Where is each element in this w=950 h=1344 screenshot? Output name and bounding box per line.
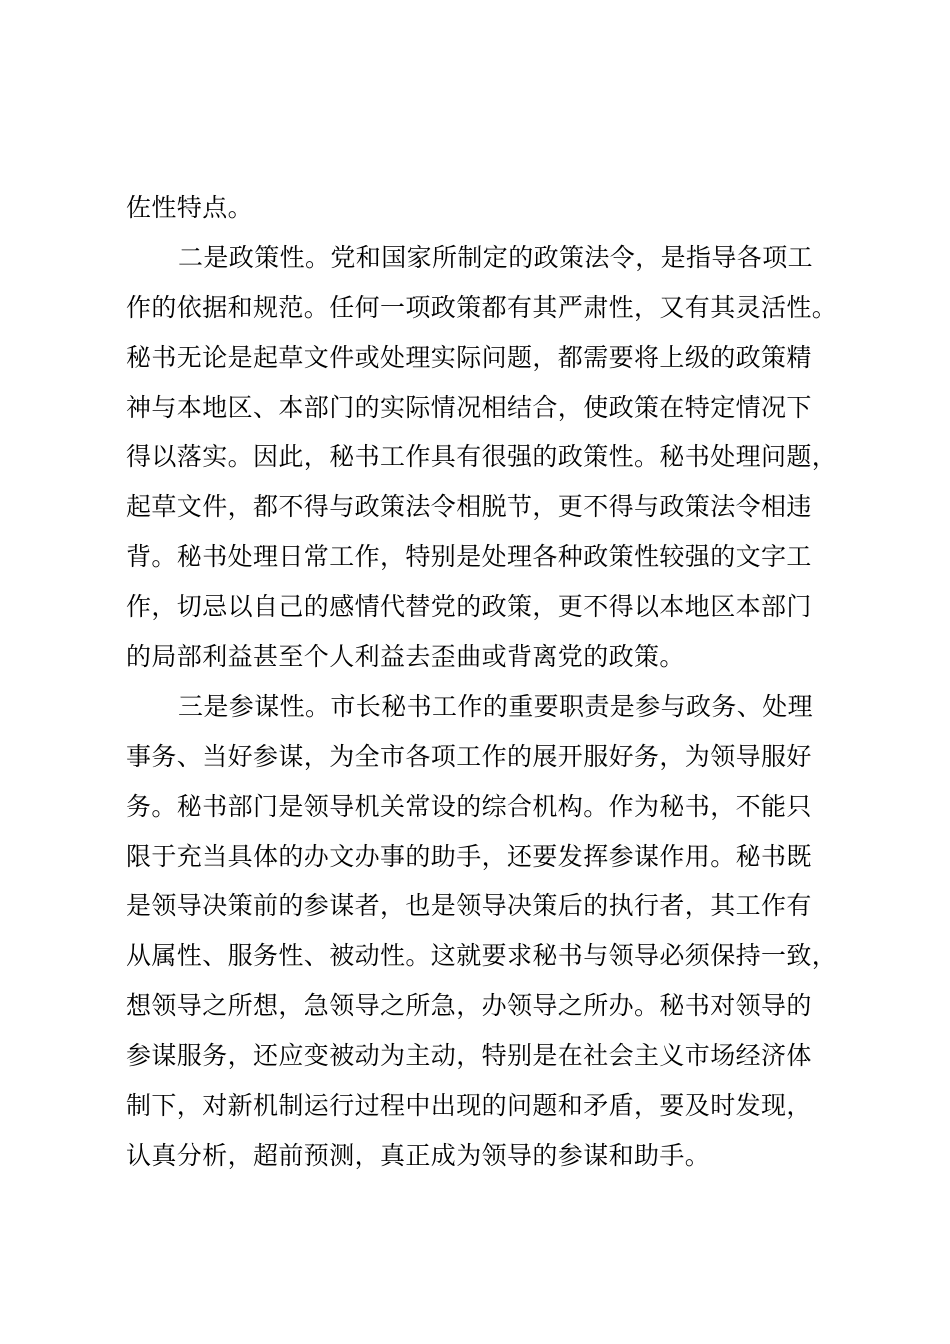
text-line: 佐性特点。	[126, 193, 254, 222]
text-line: 想领导之所想，急领导之所急，办领导之所办。秘书对领导的	[126, 991, 812, 1021]
text-line: 的局部利益甚至个人利益去歪曲或背离党的政策。	[126, 642, 685, 672]
text-line: 事务、当好参谋，为全市各项工作的展开服好务，为领导服好	[126, 741, 812, 771]
text-line: 起草文件，都不得与政策法令相脱节，更不得与政策法令相违	[126, 492, 812, 522]
text-line: 制下，对新机制运行过程中出现的问题和矛盾，要及时发现，	[126, 1091, 812, 1121]
paragraph-first-line: 三是参谋性。市长秘书工作的重要职责是参与政务、处理	[178, 691, 814, 721]
paragraph-first-line: 二是政策性。党和国家所制定的政策法令，是指导各项工	[178, 242, 814, 272]
text-line: 作，切忌以自己的感情代替党的政策，更不得以本地区本部门	[126, 592, 812, 622]
text-line: 背。秘书处理日常工作，特别是处理各种政策性较强的文字工	[126, 542, 812, 572]
text-line: 务。秘书部门是领导机关常设的综合机构。作为秘书，不能只	[126, 791, 812, 821]
text-line: 得以落实。因此，秘书工作具有很强的政策性。秘书处理问题，	[126, 442, 838, 472]
text-line: 是领导决策前的参谋者，也是领导决策后的执行者，其工作有	[126, 891, 812, 921]
body-text	[126, 183, 866, 1181]
text-line: 秘书无论是起草文件或处理实际问题，都需要将上级的政策精	[126, 342, 812, 372]
text-line: 从属性、服务性、被动性。这就要求秘书与领导必须保持一致，	[126, 941, 838, 971]
text-line: 神与本地区、本部门的实际情况相结合，使政策在特定情况下	[126, 392, 812, 422]
text-line: 认真分析，超前预测，真正成为领导的参谋和助手。	[126, 1140, 711, 1170]
text-line: 参谋服务，还应变被动为主动，特别是在社会主义市场经济体	[126, 1041, 812, 1071]
text-line: 限于充当具体的办文办事的助手，还要发挥参谋作用。秘书既	[126, 841, 812, 871]
text-line: 作的依据和规范。任何一项政策都有其严肃性，又有其灵活性。	[126, 292, 838, 322]
